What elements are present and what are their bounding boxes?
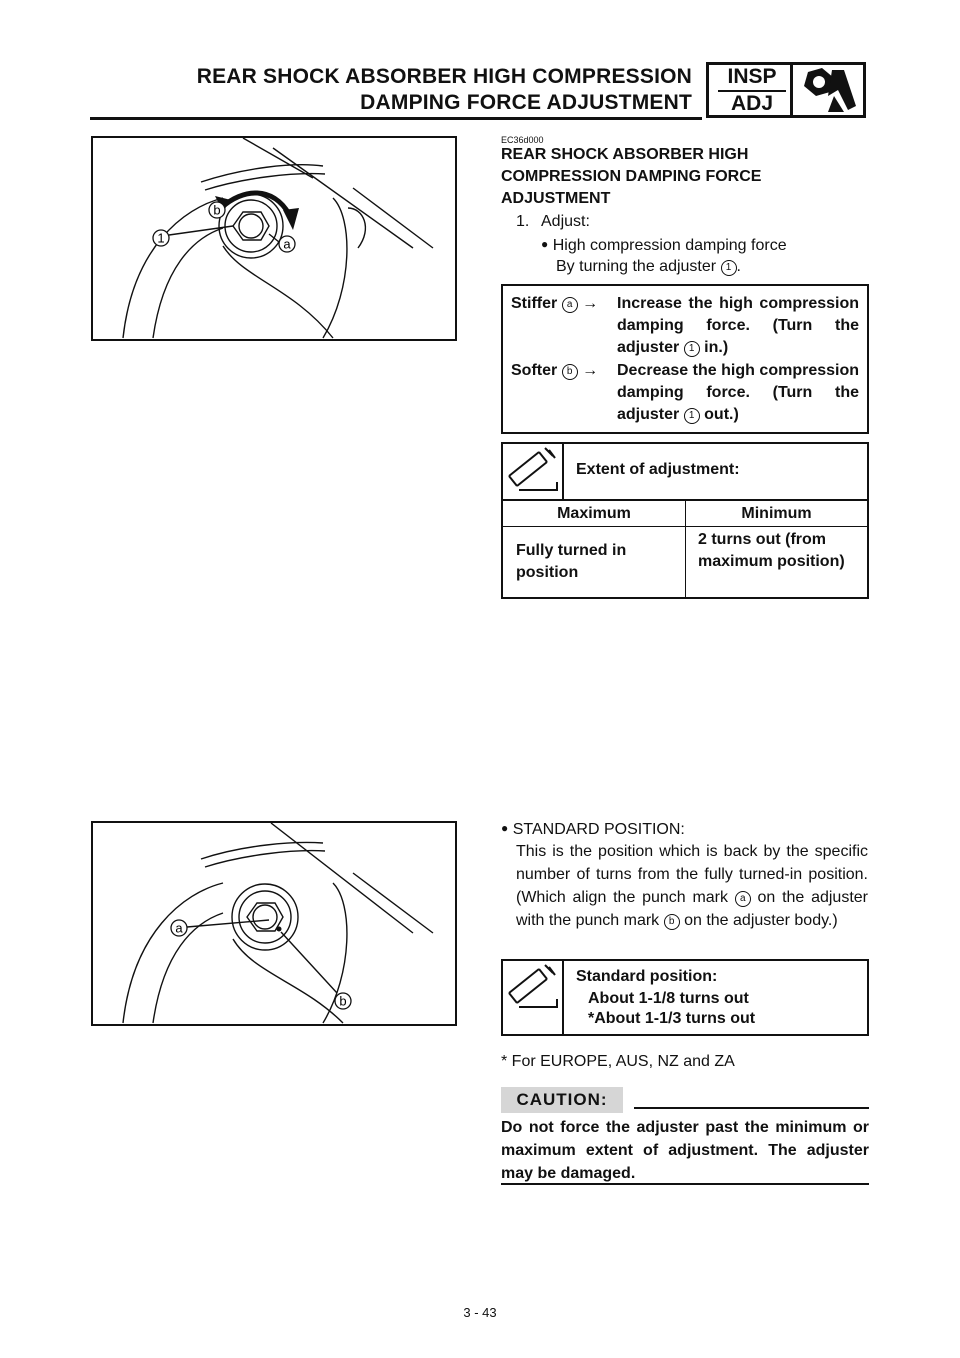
standard-heading: STANDARD POSITION: <box>512 821 685 838</box>
softer-label-line <box>511 360 598 382</box>
softer-label: Softer <box>511 362 558 379</box>
extent-min-value: 2 turns out (from maximum position) <box>698 531 845 570</box>
section-code: EC36d000 <box>501 135 544 145</box>
figure1-callout-b: b <box>213 202 221 218</box>
step-verb: Adjust: <box>541 213 590 230</box>
bullet-dot: ● <box>501 821 509 835</box>
standard-description <box>516 840 868 932</box>
page-number: 3 - 43 <box>463 1305 497 1320</box>
figure2-callout-b: b <box>339 993 347 1009</box>
figure-adjuster-drawing <box>93 138 455 339</box>
caliper-icon <box>505 963 559 1013</box>
caution-top-rule <box>634 1107 869 1109</box>
stiffer-label: Stiffer <box>511 295 558 312</box>
section-title: REAR SHOCK ABSORBER HIGH COMPRESSION DAMPING FORCE ADJUSTMENT <box>501 146 762 207</box>
bullet-dot: ● <box>541 237 549 251</box>
caution-label: CAUTION: <box>501 1087 623 1113</box>
stiffer-description <box>617 293 859 359</box>
adj-label: ADJ <box>730 92 773 115</box>
step-number: 1. <box>516 213 530 230</box>
wrench-icon <box>798 66 862 114</box>
figure-punch-mark-drawing <box>93 823 455 1024</box>
standard-icon-divider <box>562 961 564 1034</box>
step-sub-text: By turning the adjuster <box>556 258 717 275</box>
stiffer-mark: a <box>562 297 578 313</box>
caution-text: Do not force the adjuster past the minimum or maximum extent of adjustment. The adjuster may be damaged. <box>501 1119 869 1182</box>
standard-text-pre: This is the position which is back by the specific number of turns from the fully turned-in position. (Which align the punch mark <box>516 843 868 906</box>
standard-box-line2: *About 1-1/3 turns out <box>588 1010 756 1027</box>
stiffer-adjuster-callout: 1 <box>684 341 700 357</box>
caution-bottom-rule <box>501 1183 869 1185</box>
standard-heading-line <box>501 817 685 841</box>
header-rule <box>90 117 702 120</box>
extent-col-min: Minimum <box>741 505 812 522</box>
standard-mark-a: a <box>735 891 751 907</box>
softer-mark: b <box>562 364 578 380</box>
extent-max-value: Fully turned in position <box>516 542 627 581</box>
extent-title: Extent of adjustment: <box>576 461 740 478</box>
figure1-callout-1: 1 <box>157 230 165 246</box>
standard-text-mid: on the adjuster with the punch mark <box>516 889 868 929</box>
figure1-callout-a: a <box>283 236 291 252</box>
stiffer-arrow: → <box>582 295 599 312</box>
extent-icon-divider <box>562 444 564 500</box>
adjuster-callout: 1 <box>721 260 737 276</box>
stiffer-text-post: in.) <box>704 339 729 356</box>
softer-description <box>617 360 859 426</box>
figure-adjuster-photo <box>91 136 457 341</box>
standard-box-title: Standard position: <box>576 968 718 985</box>
softer-text: Decrease the high compression damping force. (Turn the adjuster <box>617 362 859 423</box>
stiffer-label-line <box>511 293 598 315</box>
stiffer-text: Increase the high compression damping force. (Turn the adjuster <box>617 295 859 356</box>
header-title-line1: REAR SHOCK ABSORBER HIGH COMPRESSION <box>196 65 692 88</box>
standard-box-line1: About 1-1/8 turns out <box>588 990 749 1007</box>
insp-label: INSP <box>727 65 777 88</box>
softer-text-post: out.) <box>704 406 739 423</box>
badge-separator <box>790 62 793 118</box>
softer-adjuster-callout: 1 <box>684 408 700 424</box>
footnote: * For EUROPE, AUS, NZ and ZA <box>501 1053 735 1070</box>
step-bullet <box>541 233 787 257</box>
step-sub-line <box>556 256 741 278</box>
step-bullet-text: High compression damping force <box>552 237 787 254</box>
figure-punch-mark-photo <box>91 821 457 1026</box>
figure2-callout-a: a <box>175 920 183 936</box>
caliper-icon <box>505 446 559 496</box>
standard-mark-b: b <box>664 914 680 930</box>
softer-arrow: → <box>582 362 599 379</box>
extent-col-max: Maximum <box>557 505 631 522</box>
step-sub-post: . <box>736 258 741 275</box>
standard-text-post: on the adjuster body.) <box>684 912 838 929</box>
header-title-line2: DAMPING FORCE ADJUSTMENT <box>360 91 692 114</box>
